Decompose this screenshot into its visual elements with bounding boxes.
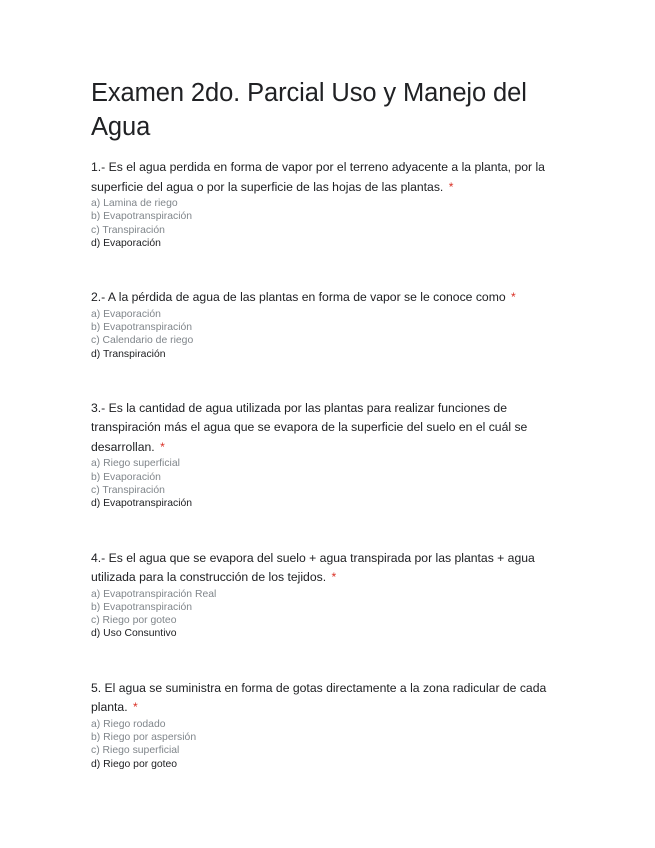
option-a[interactable]: a) Riego rodado — [91, 718, 166, 730]
form-page — [91, 76, 571, 771]
option-c[interactable]: c) Calendario de riego — [91, 335, 194, 347]
question-3-text: 3.- Es la cantidad de agua utilizada por las plantas para realizar funciones de transpiración más el agua que se evapora de la superficie del suelo en el cuál se desarrollan. — [91, 400, 528, 454]
question-text — [91, 288, 571, 308]
option-c[interactable]: c) Riego superficial — [91, 745, 180, 757]
question-1 — [91, 158, 571, 250]
question-text — [91, 549, 571, 588]
option-b[interactable]: b) Evapotranspiración — [91, 211, 193, 223]
question-2-text: 2.- A la pérdida de agua de las plantas en forma de vapor se le conoce como — [91, 290, 506, 305]
required-asterisk: * — [160, 439, 165, 454]
option-b[interactable]: b) Riego por aspersión — [91, 732, 197, 744]
option-a[interactable]: a) Evaporación — [91, 308, 161, 320]
option-d[interactable]: d) Riego por goteo — [91, 758, 178, 770]
option-b[interactable]: b) Evaporación — [91, 471, 161, 483]
option-b[interactable]: b) Evapotranspiración — [91, 601, 193, 613]
option-d[interactable]: d) Uso Consuntivo — [91, 628, 177, 640]
option-a[interactable]: a) Lamina de riego — [91, 198, 178, 209]
question-text — [91, 158, 571, 197]
option-d[interactable]: d) Transpiración — [91, 348, 166, 360]
option-a[interactable]: a) Riego superficial — [91, 458, 180, 470]
question-4-text: 4.- Es el agua que se evapora del suelo + agua transpirada por las plantas + agua utilizada para la construcción de los tejidos. — [91, 550, 535, 585]
question-1-text: 1.- Es el agua perdida en forma de vapor por el terreno adyacente a la planta, por la superficie del agua o por la superficie de las hojas de las plantas. — [91, 160, 545, 194]
option-c[interactable]: c) Transpiración — [91, 484, 165, 496]
question-3 — [91, 399, 571, 511]
required-asterisk: * — [448, 179, 454, 194]
option-d[interactable]: d) Evapotranspiración — [91, 498, 193, 510]
required-asterisk: * — [331, 570, 337, 585]
question-text — [91, 399, 571, 458]
option-d[interactable]: d) Evaporación — [91, 237, 161, 249]
options-list — [91, 588, 571, 641]
question-4 — [91, 549, 571, 641]
page-title: Examen 2do. Parcial Uso y Manejo del Agua — [91, 79, 527, 141]
question-5-text: 5. El agua se suministra en forma de gotas directamente a la zona radicular de cada planta. — [91, 680, 547, 715]
option-c[interactable]: c) Transpiración — [91, 224, 165, 236]
option-c[interactable]: c) Riego por goteo — [91, 615, 177, 627]
question-text — [91, 679, 571, 718]
option-a[interactable]: a) Evapotranspiración Real — [91, 588, 217, 600]
options-list — [91, 457, 571, 510]
options-list — [91, 718, 571, 771]
question-2 — [91, 288, 571, 361]
options-list — [91, 308, 571, 361]
required-asterisk: * — [132, 700, 138, 715]
required-asterisk: * — [511, 290, 516, 305]
options-list — [91, 197, 571, 250]
question-5 — [91, 679, 571, 771]
option-b[interactable]: b) Evapotranspiración — [91, 321, 193, 333]
